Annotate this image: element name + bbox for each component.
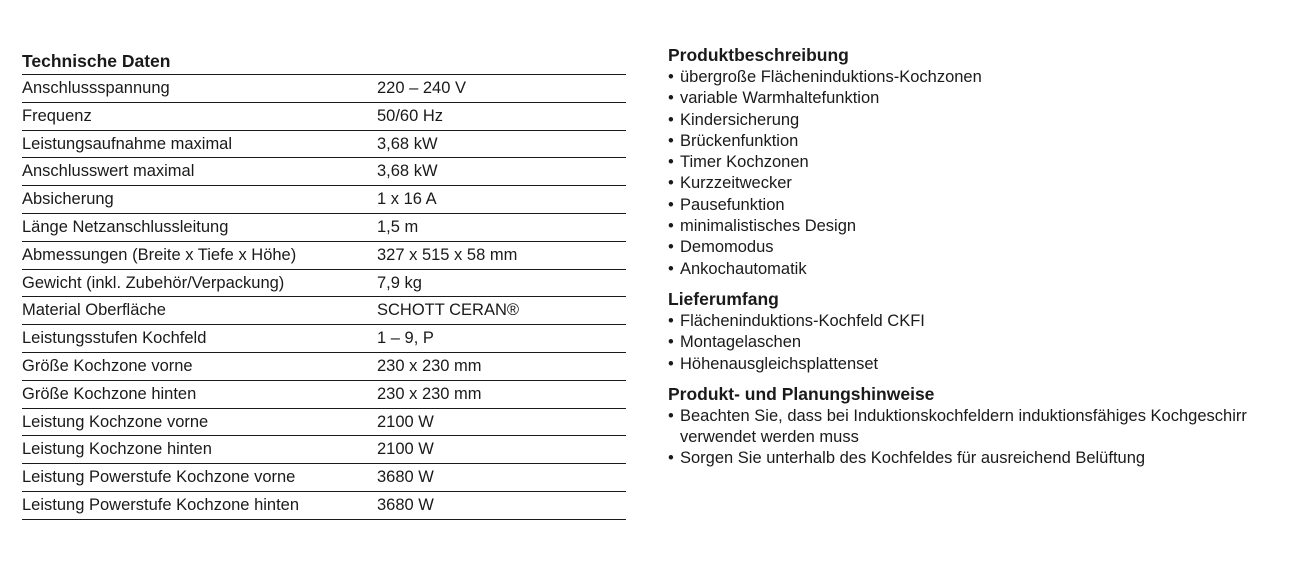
list-item: • minimalistisches Design: [668, 216, 1288, 237]
list-item: • Pausefunktion: [668, 195, 1288, 216]
table-row: [22, 464, 626, 492]
row-value: 230 x 230 mm: [377, 384, 482, 403]
row-label: Leistung Powerstufe Kochzone vorne: [22, 468, 296, 487]
row-label: Leistungsaufnahme maximal: [22, 134, 233, 153]
list-item: • Brückenfunktion: [668, 131, 1288, 152]
row-value: 3,68 kW: [377, 134, 438, 153]
row-label: Material Oberfläche: [22, 301, 166, 320]
hinweise-list: [668, 406, 1288, 470]
list-item: • Kindersicherung: [668, 110, 1288, 131]
table-row: [22, 270, 626, 298]
row-value: 220 – 240 V: [377, 79, 466, 97]
row-value: 2100 W: [377, 412, 434, 431]
table-row: [22, 381, 626, 409]
list-item: • Ankochautomatik: [668, 259, 1288, 280]
table-row: [22, 214, 626, 242]
row-label: Größe Kochzone hinten: [22, 384, 197, 403]
row-value: 3680 W: [377, 468, 434, 487]
row-label: Abmessungen (Breite x Tiefe x Höhe): [22, 245, 297, 264]
list-item: • übergroße Flächeninduktions-Kochzonen: [668, 67, 1288, 88]
row-value: 50/60 Hz: [377, 106, 444, 125]
list-item: • Timer Kochzonen: [668, 152, 1288, 173]
row-label: Länge Netzanschlussleitung: [22, 217, 229, 236]
technische-daten-section: [22, 49, 626, 520]
row-value: 230 x 230 mm: [377, 356, 482, 375]
produktbeschreibung-title: Produktbeschreibung: [668, 45, 849, 65]
hinweise-section: [668, 383, 1288, 470]
table-row: [22, 158, 626, 186]
produktbeschreibung-list: [668, 67, 1288, 280]
lieferumfang-title: Lieferumfang: [668, 288, 779, 309]
row-label: Leistung Kochzone vorne: [22, 412, 209, 431]
list-item: • variable Warmhaltefunktion: [668, 88, 1288, 109]
row-value: 1 x 16 A: [377, 190, 437, 209]
info-column: [668, 44, 1288, 478]
row-label: Größe Kochzone vorne: [22, 356, 193, 375]
table-row: [22, 436, 626, 464]
technische-daten-title: Technische Daten: [22, 49, 626, 75]
table-row: [22, 297, 626, 325]
produktbeschreibung-section: [668, 44, 1288, 280]
row-label: Leistungsstufen Kochfeld: [22, 329, 207, 348]
row-label: Anschlusswert maximal: [22, 162, 195, 181]
row-value: 1,5 m: [377, 217, 419, 236]
list-item: • Beachten Sie, dass bei Induktionskochfeldern induktionsfähiges Kochgeschirr verwendet werden muss: [668, 406, 1288, 449]
row-label: Absicherung: [22, 190, 114, 209]
row-label: Anschlussspannung: [22, 79, 170, 97]
table-row: [22, 103, 626, 131]
technische-daten-table: [22, 75, 626, 520]
row-value: 3,68 kW: [377, 162, 438, 181]
table-row: [22, 242, 626, 270]
row-label: Leistung Kochzone hinten: [22, 440, 212, 459]
list-item: • Sorgen Sie unterhalb des Kochfeldes für ausreichend Belüftung: [668, 448, 1288, 469]
table-row: [22, 325, 626, 353]
list-item: • Kurzzeitwecker: [668, 173, 1288, 194]
row-value: 3680 W: [377, 495, 434, 514]
table-row: [22, 186, 626, 214]
row-label: Leistung Powerstufe Kochzone hinten: [22, 495, 300, 514]
lieferumfang-list: [668, 311, 1288, 375]
lieferumfang-section: [668, 288, 1288, 375]
row-value: 7,9 kg: [377, 273, 422, 292]
row-value: 1 – 9, P: [377, 329, 434, 348]
row-label: Frequenz: [22, 106, 92, 125]
list-item: • Flächeninduktions-Kochfeld CKFI: [668, 311, 1288, 332]
row-value: SCHOTT CERAN®: [377, 301, 520, 320]
table-row: [22, 131, 626, 159]
row-value: 2100 W: [377, 440, 434, 459]
table-row: [22, 492, 626, 520]
row-label: Gewicht (inkl. Zubehör/Verpackung): [22, 273, 285, 292]
table-row: [22, 75, 626, 103]
row-value: 327 x 515 x 58 mm: [377, 245, 518, 264]
list-item: • Höhenausgleichsplattenset: [668, 354, 1288, 375]
table-row: [22, 353, 626, 381]
list-item: • Montagelaschen: [668, 332, 1288, 353]
list-item: • Demomodus: [668, 237, 1288, 258]
hinweise-title: Produkt- und Planungshinweise: [668, 383, 935, 404]
table-row: [22, 409, 626, 437]
